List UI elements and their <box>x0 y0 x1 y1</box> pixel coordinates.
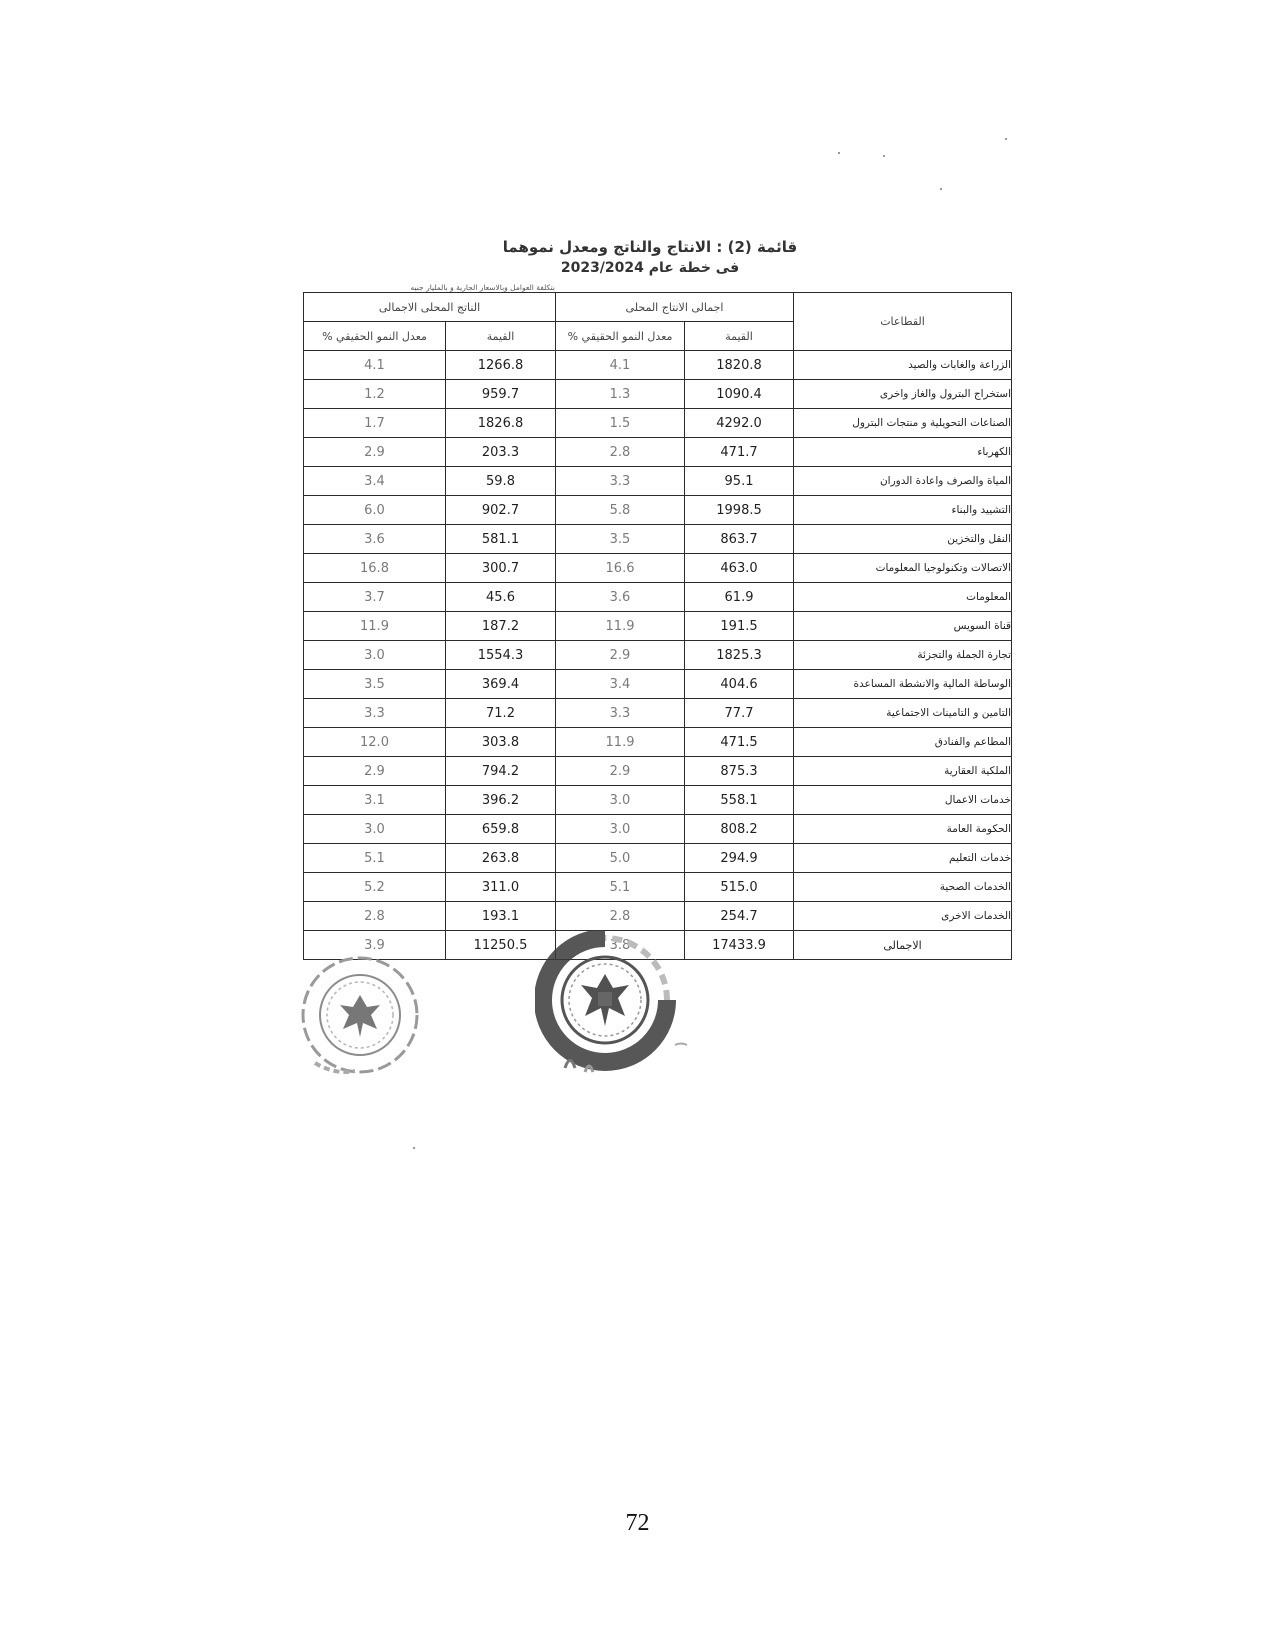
production-growth: 16.6 <box>556 554 685 583</box>
production-growth: 5.0 <box>556 844 685 873</box>
production-value: 95.1 <box>685 467 794 496</box>
gdp-growth: 1.2 <box>304 380 446 409</box>
gdp-value: 193.1 <box>446 902 556 931</box>
table-row <box>304 612 1012 641</box>
table-row <box>304 467 1012 496</box>
production-growth: 1.5 <box>556 409 685 438</box>
production-growth: 2.9 <box>556 641 685 670</box>
production-value: 463.0 <box>685 554 794 583</box>
gdp-growth: 11.9 <box>304 612 446 641</box>
production-growth: 5.1 <box>556 873 685 902</box>
production-value-header: القيمة <box>685 322 794 351</box>
table-row <box>304 815 1012 844</box>
table-row <box>304 409 1012 438</box>
production-growth: 11.9 <box>556 728 685 757</box>
gdp-growth: 3.7 <box>304 583 446 612</box>
sector-name: النقل والتخزين <box>794 525 1012 554</box>
production-value: 808.2 <box>685 815 794 844</box>
gdp-group-header: الناتج المحلى الاجمالى <box>304 293 556 322</box>
table-row <box>304 844 1012 873</box>
gdp-growth: 12.0 <box>304 728 446 757</box>
production-value: 404.6 <box>685 670 794 699</box>
eagle-seal-stamp-right <box>535 930 705 1090</box>
sector-name: الوساطة المالية والانشطة المساعدة <box>794 670 1012 699</box>
production-value: 558.1 <box>685 786 794 815</box>
table-row <box>304 728 1012 757</box>
gdp-growth: 1.7 <box>304 409 446 438</box>
gdp-growth: 3.0 <box>304 641 446 670</box>
table-row <box>304 786 1012 815</box>
title-line-2: فى خطة عام 2023/2024 <box>560 260 740 276</box>
sector-name: الاتصالات وتكنولوجيا المعلومات <box>794 554 1012 583</box>
production-growth: 1.3 <box>556 380 685 409</box>
production-value: 471.5 <box>685 728 794 757</box>
gdp-value: 396.2 <box>446 786 556 815</box>
sector-name: الزراعة والغابات والصيد <box>794 351 1012 380</box>
production-growth: 4.1 <box>556 351 685 380</box>
sector-column-header: القطاعات <box>794 293 1012 351</box>
gdp-value: 303.8 <box>446 728 556 757</box>
production-value: 863.7 <box>685 525 794 554</box>
page-number: 72 <box>625 1510 650 1536</box>
gdp-value: 902.7 <box>446 496 556 525</box>
sector-name: المطاعم والفنادق <box>794 728 1012 757</box>
sector-name: التشييد والبناء <box>794 496 1012 525</box>
table-row <box>304 380 1012 409</box>
table-row <box>304 641 1012 670</box>
gdp-value: 1826.8 <box>446 409 556 438</box>
production-growth: 2.8 <box>556 902 685 931</box>
production-growth: 3.0 <box>556 815 685 844</box>
gdp-value: 59.8 <box>446 467 556 496</box>
production-value: 471.7 <box>685 438 794 467</box>
total-label: الاجمالى <box>794 931 1012 960</box>
gdp-growth: 3.3 <box>304 699 446 728</box>
sector-name: الخدمات الصحية <box>794 873 1012 902</box>
table-row <box>304 902 1012 931</box>
gdp-value: 203.3 <box>446 438 556 467</box>
gdp-value: 187.2 <box>446 612 556 641</box>
production-value: 1825.3 <box>685 641 794 670</box>
table-row <box>304 583 1012 612</box>
sector-name: المياة والصرف واعادة الدوران <box>794 467 1012 496</box>
gdp-growth: 3.4 <box>304 467 446 496</box>
gdp-growth: 5.1 <box>304 844 446 873</box>
sector-name: خدمات التعليم <box>794 844 1012 873</box>
production-growth: 5.8 <box>556 496 685 525</box>
production-growth: 3.0 <box>556 786 685 815</box>
production-value: 1090.4 <box>685 380 794 409</box>
gdp-growth-header: معدل النمو الحقيقي % <box>304 322 446 351</box>
sector-name: قناة السويس <box>794 612 1012 641</box>
table-row <box>304 873 1012 902</box>
gdp-value: 1266.8 <box>446 351 556 380</box>
production-value: 294.9 <box>685 844 794 873</box>
production-group-header: اجمالى الانتاج المحلى <box>556 293 794 322</box>
total-gdp-value: 11250.5 <box>446 931 556 960</box>
gdp-value: 71.2 <box>446 699 556 728</box>
eagle-seal-stamp-left <box>295 955 425 1085</box>
production-value: 1820.8 <box>685 351 794 380</box>
gdp-growth: 2.9 <box>304 757 446 786</box>
production-value: 191.5 <box>685 612 794 641</box>
table-row <box>304 670 1012 699</box>
production-growth: 11.9 <box>556 612 685 641</box>
production-value: 1998.5 <box>685 496 794 525</box>
table-row <box>304 351 1012 380</box>
total-production-growth: 3.8 <box>556 931 685 960</box>
production-growth: 3.3 <box>556 467 685 496</box>
production-value: 254.7 <box>685 902 794 931</box>
gdp-value: 659.8 <box>446 815 556 844</box>
production-growth: 3.6 <box>556 583 685 612</box>
gdp-growth: 2.9 <box>304 438 446 467</box>
table-row <box>304 438 1012 467</box>
production-value: 875.3 <box>685 757 794 786</box>
gdp-growth: 3.1 <box>304 786 446 815</box>
sector-name: الكهرباء <box>794 438 1012 467</box>
gdp-value-header: القيمة <box>446 322 556 351</box>
gdp-growth: 3.0 <box>304 815 446 844</box>
sector-name: الملكية العقارية <box>794 757 1012 786</box>
table-row <box>304 525 1012 554</box>
production-growth: 3.4 <box>556 670 685 699</box>
production-gdp-table <box>303 292 1012 960</box>
sector-name: استخراج البترول والغاز واخرى <box>794 380 1012 409</box>
gdp-growth: 3.5 <box>304 670 446 699</box>
gdp-growth: 3.6 <box>304 525 446 554</box>
total-gdp-growth: 3.9 <box>304 931 446 960</box>
gdp-growth: 4.1 <box>304 351 446 380</box>
production-growth: 2.8 <box>556 438 685 467</box>
gdp-value: 263.8 <box>446 844 556 873</box>
sector-name: التامين و التامينات الاجتماعية <box>794 699 1012 728</box>
gdp-value: 581.1 <box>446 525 556 554</box>
production-value: 77.7 <box>685 699 794 728</box>
gdp-growth: 5.2 <box>304 873 446 902</box>
gdp-value: 959.7 <box>446 380 556 409</box>
gdp-growth: 16.8 <box>304 554 446 583</box>
table-row <box>304 554 1012 583</box>
gdp-value: 794.2 <box>446 757 556 786</box>
production-growth: 3.3 <box>556 699 685 728</box>
production-growth: 3.5 <box>556 525 685 554</box>
document-title <box>300 236 1000 278</box>
sector-name: المعلومات <box>794 583 1012 612</box>
gdp-value: 369.4 <box>446 670 556 699</box>
production-value: 61.9 <box>685 583 794 612</box>
production-value: 4292.0 <box>685 409 794 438</box>
sector-name: خدمات الاعمال <box>794 786 1012 815</box>
sector-name: الخدمات الاخرى <box>794 902 1012 931</box>
gdp-growth: 6.0 <box>304 496 446 525</box>
units-note: بتكلفة العوامل وبالاسعار الجارية و بالمليار جنيه <box>410 283 555 292</box>
gdp-value: 311.0 <box>446 873 556 902</box>
sector-name: الصناعات التحويلية و منتجات البترول <box>794 409 1012 438</box>
production-value: 515.0 <box>685 873 794 902</box>
table-row <box>304 699 1012 728</box>
gdp-value: 45.6 <box>446 583 556 612</box>
table-row <box>304 496 1012 525</box>
table-body <box>304 351 1012 960</box>
table-row <box>304 757 1012 786</box>
production-growth: 2.9 <box>556 757 685 786</box>
total-production-value: 17433.9 <box>685 931 794 960</box>
title-line-1: قائمة (2) : الانتاج والناتج ومعدل نموهما <box>502 238 798 256</box>
gdp-growth: 2.8 <box>304 902 446 931</box>
sector-name: تجارة الجملة والتجزئة <box>794 641 1012 670</box>
sector-name: الحكومة العامة <box>794 815 1012 844</box>
gdp-value: 1554.3 <box>446 641 556 670</box>
gdp-value: 300.7 <box>446 554 556 583</box>
production-growth-header: معدل النمو الحقيقي % <box>556 322 685 351</box>
